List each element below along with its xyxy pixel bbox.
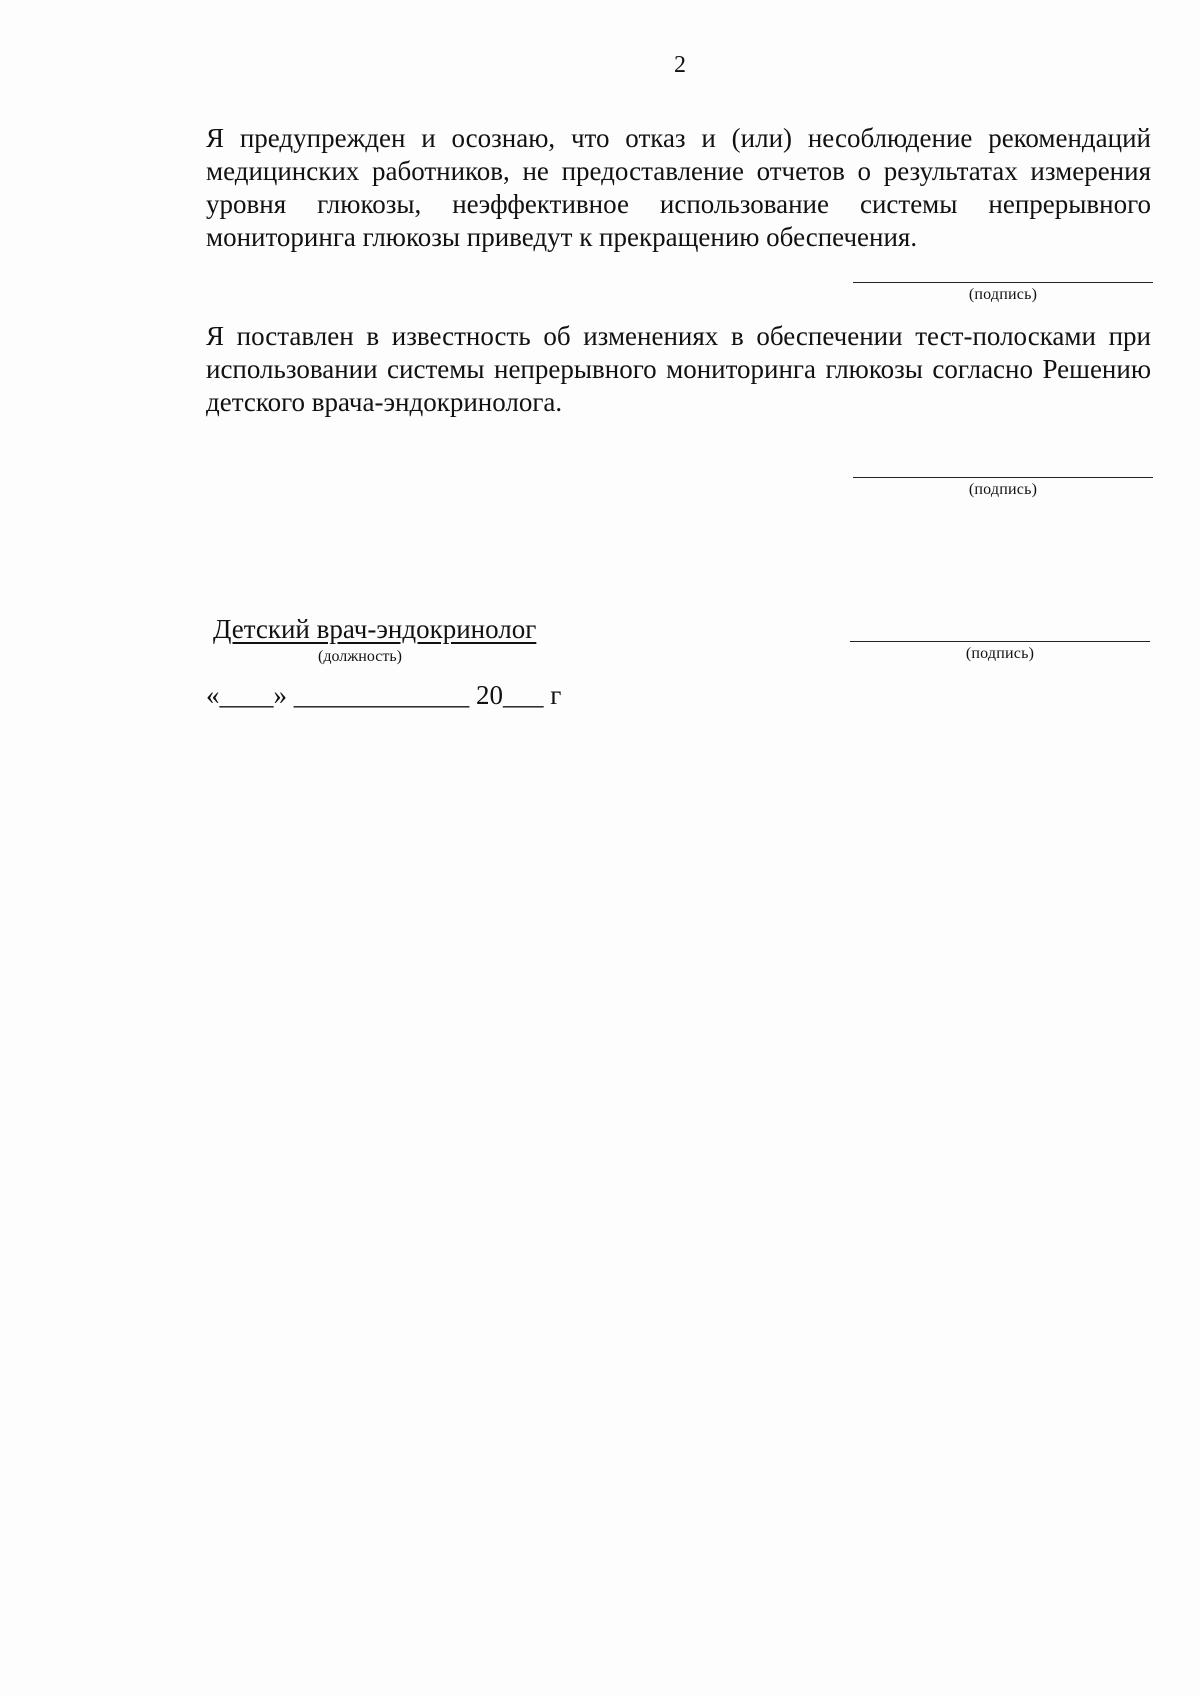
signature-field-doctor (850, 641, 1150, 663)
signature-field-2 (853, 477, 1153, 499)
signature-caption: (подпись) (968, 481, 1038, 498)
signature-line (850, 641, 1150, 642)
paragraph-notice: Я поставлен в известность об изменениях в обеспечении тест-полосками при использовании системы непрерывного мониторинга глюкозы согласно Решению детского врача-эндокринолога. (206, 321, 1151, 417)
signature-caption: (подпись) (965, 645, 1035, 662)
signature-line (853, 282, 1153, 283)
signature-field-1 (853, 282, 1153, 304)
position-caption: (должность) (318, 648, 402, 665)
paragraph-warning: Я предупрежден и осознаю, что отказ и (или) несоблюдение рекомендаций медицинских работников, не предоставление отчетов о результатах измерения уровня глюкозы, неэффективное использование системы непрерывного мониторинга глюкозы приведут к прекращению обеспечения. (206, 123, 1151, 252)
position-title: Детский врач-эндокринолог (213, 614, 537, 644)
signature-line (853, 477, 1153, 478)
date-line: «____» _____________ 20___ г (206, 680, 562, 710)
page-number: 2 (674, 52, 686, 78)
signature-caption: (подпись) (968, 286, 1038, 303)
